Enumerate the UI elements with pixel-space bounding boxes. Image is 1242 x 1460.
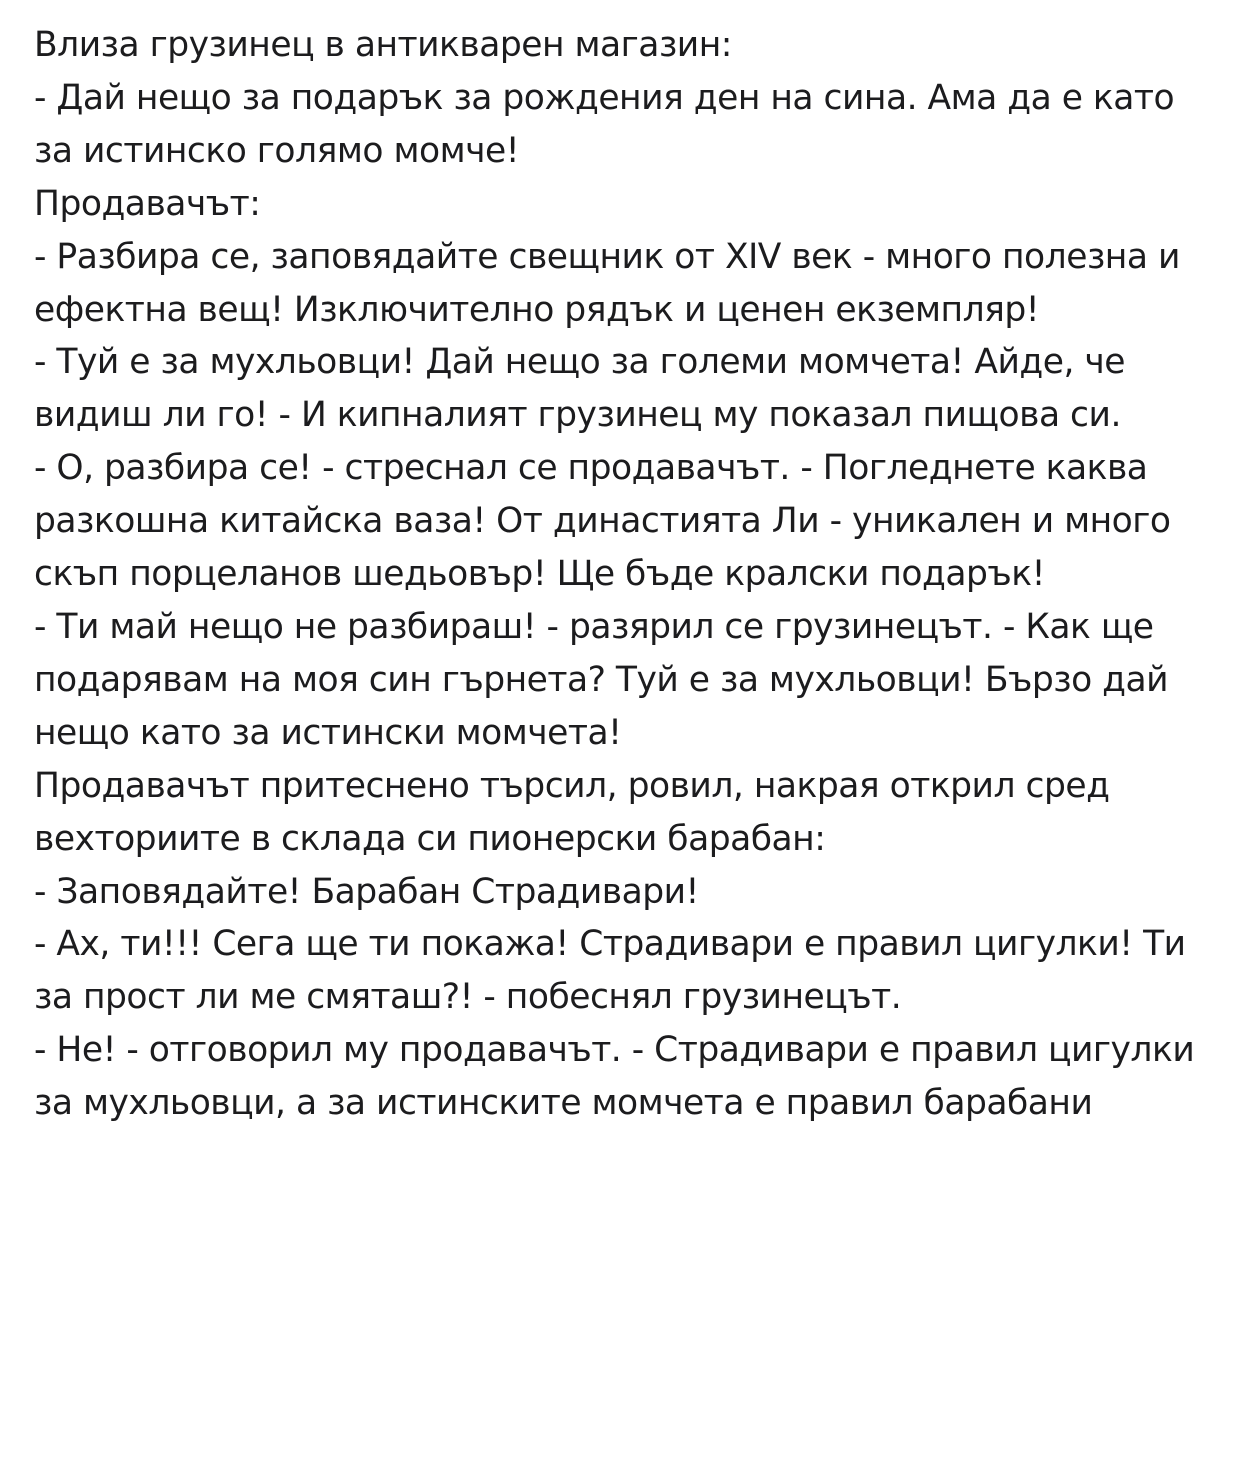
note-text: Влиза грузинец в антикварен магазин: - Дай нещо за подарък за рождения ден на сина. Ама да е като за истинско голямо момче! Продавачът: - Разбира се, заповядайте свещник от XIV век - много полезна и ефектна вещ! Изключително рядък и ценен екземпляр! - Туй е за мухльовци! Дай нещо за големи момчета! Айде, че видиш ли го! - И кипналият грузинец му показал пищова си. - О, разбира се! - стреснал се продавачът. - Погледнете каква разкошна китайска ваза! От династията Ли - уникален и много скъп порцеланов шедьовър! Ще бъде кралски подарък! - Ти май нещо не разбираш! - разярил се грузинецът. - Как ще подарявам на моя син гърнета? Туй е за мухльовци! Бързо дай нещо като за истински момчета! Продавачът притеснено търсил, ровил, накрая открил сред вехториите в склада си пионерски барабан: - Заповядайте! Барабан Страдивари! - Ах, ти!!! Сега ще ти покажа! Страдивари е правил цигулки! Ти за прост ли ме смяташ?! - побеснял грузинецът. - Не! - отговорил му продавачът. - Страдивари е правил цигулки за мухльовци, а за истинските момчета е правил барабани bbox=[34, 25, 1195, 1124]
